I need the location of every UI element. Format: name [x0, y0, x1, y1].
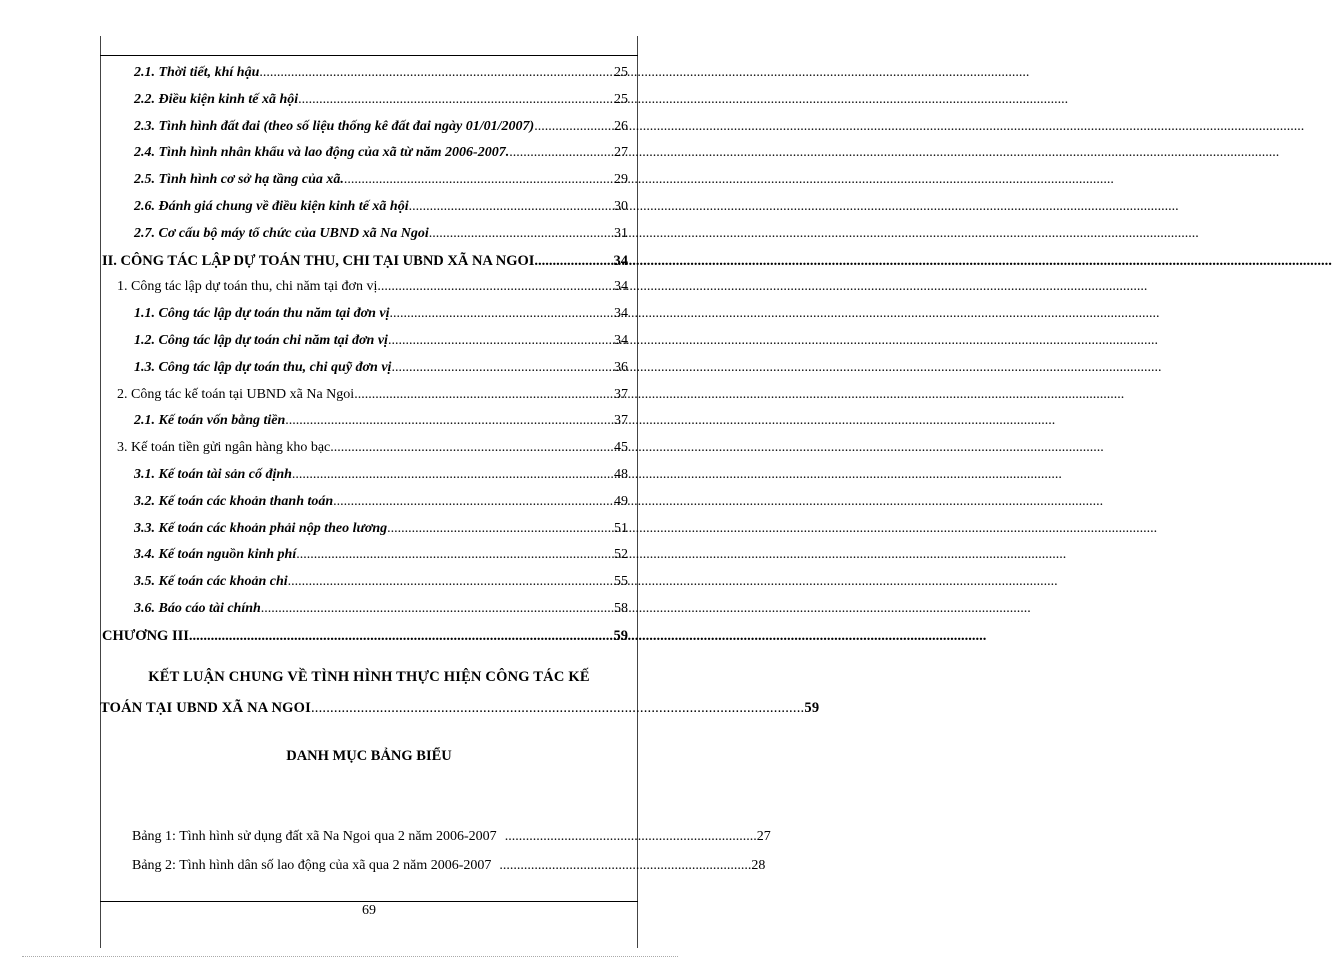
toc-entry — [100, 250, 638, 272]
toc-entry-page: 37 — [614, 387, 628, 402]
toc-entry — [100, 169, 638, 191]
toc-entry — [100, 598, 638, 620]
toc-leader-dots — [390, 303, 615, 325]
toc-entry-label: 2.5. Tình hình cơ sở hạ tầng của xã. — [134, 172, 344, 187]
footer-rule — [100, 901, 638, 902]
toc-leader-dots — [285, 410, 614, 432]
toc-entry-label: CHƯƠNG III — [102, 628, 189, 644]
toc-entry-page: 25 — [614, 92, 628, 107]
toc-entry-label: 2.3. Tình hình đất đai (theo số liệu thống kê đất đai ngày 01/01/2007) — [134, 119, 535, 134]
toc-leader-dots — [505, 826, 757, 848]
toc-entry-page: 34 — [614, 279, 628, 294]
toc-entry-page: 51 — [614, 521, 628, 536]
toc-entry-page: 37 — [614, 413, 628, 428]
toc-entry-label: 3.6. Báo cáo tài chính — [134, 601, 261, 616]
toc-entry-page: 34 — [614, 306, 628, 321]
toc-entry — [100, 518, 638, 540]
toc-leader-dots: ................................................................................................................................. — [310, 700, 805, 716]
toc-leader-dots — [534, 116, 614, 138]
toc-entry-page: 30 — [614, 199, 628, 214]
toc-leader-dots — [189, 625, 614, 647]
toc-entry — [100, 464, 638, 486]
toc-entry-page: 48 — [614, 467, 628, 482]
toc-entry-label: 2.2. Điều kiện kinh tế xã hội — [134, 92, 299, 107]
table-list-entry — [132, 826, 771, 848]
toc-leader-dots — [377, 276, 614, 298]
toc-entry-label: 3.5. Kế toán các khoản chi — [134, 574, 288, 589]
toc-entry-label: 2. Công tác kế toán tại UBND xã Na Ngoi — [117, 387, 355, 402]
toc-leader-dots — [296, 544, 614, 566]
toc-entry-label: 2.6. Đánh giá chung về điều kiện kinh tế xã hội — [134, 199, 409, 214]
table-entry-label: Bảng 1: Tình hình sử dụng đất xã Na Ngoi qua 2 năm 2006-2007 — [132, 829, 497, 844]
toc-entry-page: 26 — [614, 119, 628, 134]
toc-entry-label: 1. Công tác lập dự toán thu, chi năm tại đơn vị — [117, 279, 378, 294]
toc-leader-dots — [288, 571, 614, 593]
header-rule — [100, 55, 638, 56]
toc-entry — [100, 116, 638, 138]
toc-leader-dots — [534, 250, 613, 272]
page-number: 69 — [362, 903, 376, 918]
toc-entry-label: 2.4. Tình hình nhân khẩu và lao động của xã từ năm 2006-2007. — [134, 145, 510, 160]
toc-entry-label: 1.3. Công tác lập dự toán thu, chi quỹ đơn vị — [134, 360, 392, 375]
toc-leader-dots — [259, 62, 614, 84]
toc-entry — [100, 491, 638, 513]
conclusion-page: 59 — [804, 700, 820, 716]
toc-leader-dots — [429, 223, 614, 245]
toc-entry-label: 2.1. Kế toán vốn bằng tiền — [134, 413, 286, 428]
toc-entry — [100, 544, 638, 566]
toc-entry-label: 3.3. Kế toán các khoản phải nộp theo lương — [134, 521, 388, 536]
toc-entry-page: 34 — [613, 253, 628, 269]
toc-leader-dots — [499, 855, 751, 877]
toc-entry — [100, 437, 638, 459]
toc-entry-page: 31 — [614, 226, 628, 241]
toc-leader-dots — [387, 518, 614, 540]
toc-entry-label: 3.2. Kế toán các khoản thanh toán — [134, 494, 334, 509]
toc-entry — [100, 62, 638, 84]
toc-entry-label: 2.1. Thời tiết, khí hậu — [134, 65, 260, 80]
toc-leader-dots — [354, 384, 614, 406]
toc-leader-dots — [391, 357, 614, 379]
toc-entry — [100, 142, 638, 164]
table-entry-page: 28 — [751, 858, 766, 873]
toc-entry — [100, 330, 638, 352]
toc-entry — [100, 625, 638, 647]
toc-entry — [100, 303, 638, 325]
toc-leader-dots — [298, 89, 614, 111]
table-entry-label: Bảng 2: Tình hình dân số lao động của xã qua 2 năm 2006-2007 — [132, 858, 492, 873]
toc-leader-dots — [292, 464, 614, 486]
conclusion-heading — [100, 666, 820, 719]
toc-entry-label: 1.1. Công tác lập dự toán thu năm tại đơn vị — [134, 306, 390, 321]
toc-entry-page: 25 — [614, 65, 628, 80]
toc-leader-dots — [333, 491, 614, 513]
toc-leader-dots — [261, 598, 614, 620]
toc-entry-page: 59 — [613, 628, 628, 644]
table-entry-page: 27 — [756, 829, 771, 844]
toc-entry-label: 1.2. Công tác lập dự toán chi năm tại đơn vị — [134, 333, 388, 348]
table-list-entry — [132, 855, 766, 877]
toc-entry — [100, 276, 638, 298]
toc-leader-dots — [334, 437, 614, 459]
toc-entry-page: 29 — [614, 172, 628, 187]
toc-entry — [100, 571, 638, 593]
toc-leader-dots — [388, 330, 614, 352]
toc-entry-label: II. CÔNG TÁC LẬP DỰ TOÁN THU, CHI TẠI UBND XÃ NA NGOI — [102, 253, 535, 269]
toc-entry-page: 36 — [614, 360, 628, 375]
toc-entry-page: 55 — [614, 574, 628, 589]
toc-entry-label: 3. Kế toán tiền gửi ngân hàng kho bạc. — [117, 440, 334, 455]
toc-entry — [100, 384, 638, 406]
toc-leader-dots — [409, 196, 614, 218]
conclusion-line-2: TOÁN TẠI UBND XÃ NA NGOI — [100, 700, 311, 716]
toc-entry-label: 3.4. Kế toán nguồn kinh phí — [134, 547, 297, 562]
toc-entry — [100, 196, 638, 218]
toc-entry — [100, 89, 638, 111]
toc-entry-label: 2.7. Cơ cấu bộ máy tổ chức của UBND xã Na Ngoi — [134, 226, 429, 241]
toc-entry-page: 52 — [614, 547, 628, 562]
toc-entry — [100, 223, 638, 245]
page-edge-dotted — [22, 956, 678, 957]
toc-leader-dots — [344, 169, 614, 191]
conclusion-line-1: KẾT LUẬN CHUNG VỀ TÌNH HÌNH THỰC HIỆN CÔNG TÁC KẾ — [148, 669, 590, 685]
table-list-title: DANH MỤC BẢNG BIỂU — [286, 748, 452, 764]
toc-entry-page: 58 — [614, 601, 628, 616]
toc-entry-page: 34 — [614, 333, 628, 348]
toc-leader-dots — [509, 142, 614, 164]
toc-entry-label: 3.1. Kế toán tài sản cố định — [134, 467, 292, 482]
toc-entry-page: 49 — [614, 494, 628, 509]
toc-entry — [100, 410, 638, 432]
conclusion-line-2-row — [100, 697, 820, 719]
toc-entry-page: 27 — [614, 145, 628, 160]
toc-entry — [100, 357, 638, 379]
toc-entry-page: 45 — [614, 440, 628, 455]
